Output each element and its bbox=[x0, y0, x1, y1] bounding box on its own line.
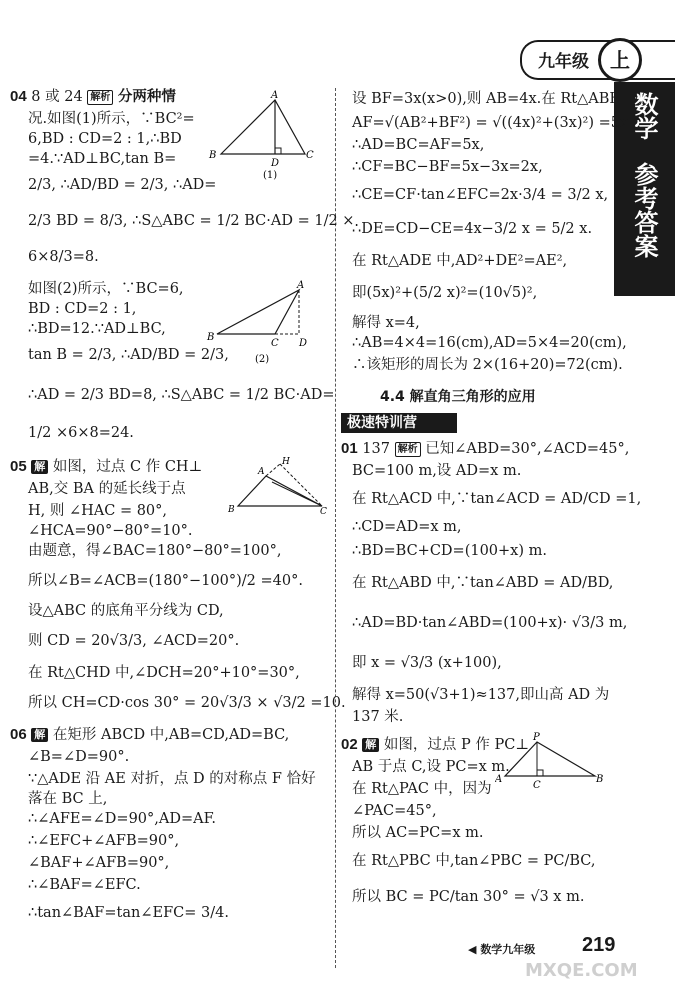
r-line: 设 BF=3x(x>0),则 AB=4x.在 Rt△ABF 中, bbox=[352, 91, 644, 107]
r-line: ∴AD=BC=AF=5x, bbox=[352, 137, 485, 153]
q04-line: ∴BD=12.∵AD⊥BC, bbox=[28, 321, 166, 337]
figure-1 bbox=[205, 88, 323, 183]
svg-text:A: A bbox=[271, 90, 279, 101]
svg-text:A: A bbox=[495, 774, 503, 785]
q02-head: 02 解 如图，过点 P 作 PC⊥ bbox=[341, 736, 529, 753]
q01-line: ∴AD=BD·tan∠ABD=(100+x)· √3/3 m, bbox=[352, 615, 628, 631]
r-line: ∴该矩形的周长为 2×(16+20)=72(cm). bbox=[352, 357, 623, 373]
q02-line: AB 于点 C,设 PC=x m. bbox=[352, 759, 510, 775]
svg-text:A: A bbox=[258, 467, 265, 477]
r-line: 在 Rt△ADE 中,AD²+DE²=AE², bbox=[352, 253, 568, 269]
q04-line: 6×8/3=8. bbox=[28, 249, 99, 265]
q06-line: ∴∠AFE=∠D=90°,AD=AF. bbox=[28, 811, 217, 827]
svg-text:B: B bbox=[209, 150, 217, 161]
q04-line: 1/2 ×6×8=24. bbox=[28, 425, 134, 441]
q05-line: 所以∠B=∠ACB=(180°−100°)/2 =40°. bbox=[28, 573, 303, 589]
q05-line: H, 则 ∠HAC = 80°, bbox=[28, 503, 168, 519]
q01-line: 在 Rt△ACD 中,∵tan∠ACD = AD/CD =1, bbox=[352, 491, 642, 507]
q02-line: 所以 AC=PC=x m. bbox=[352, 825, 484, 841]
r-line: 解得 x=4, bbox=[352, 315, 420, 331]
svg-text:D: D bbox=[299, 338, 308, 349]
footer-arrow-icon: ◀ bbox=[468, 943, 477, 956]
q05-line: ∠HCA=90°−80°=10°. bbox=[28, 523, 193, 539]
watermark: MXQE.COM bbox=[525, 960, 638, 981]
q06-line: ∴tan∠BAF=tan∠EFC= 3/4. bbox=[28, 905, 229, 921]
q02-line: 在 Rt△PAC 中，因为 bbox=[352, 781, 492, 797]
q06-line: ∴∠EFC+∠AFB=90°, bbox=[28, 833, 180, 849]
q05-line: 所以 CH=CD·cos 30° = 20√3/3 × √3/2 =10. bbox=[28, 695, 346, 711]
q06-line: ∴∠BAF=∠EFC. bbox=[28, 877, 141, 893]
svg-text:C: C bbox=[320, 507, 327, 516]
r-line: ∴CF=BC−BF=5x−3x=2x, bbox=[352, 159, 543, 175]
svg-text:B: B bbox=[596, 774, 604, 785]
r-line: ∴CE=CF·tan∠EFC=2x·3/4 = 3/2 x, bbox=[352, 187, 609, 203]
q04-line: 况.如图(1)所示，∵BC²= bbox=[28, 111, 195, 127]
grade-label: 九年级 bbox=[538, 52, 589, 72]
q01-line: ∴CD=AD=x m, bbox=[352, 519, 462, 535]
footer-label: ◀ 数学九年级 bbox=[468, 943, 536, 956]
q06-line: ∠B=∠D=90°. bbox=[28, 749, 130, 765]
q04-head: 04 8 或 24 解析 分两种情 bbox=[10, 88, 176, 105]
figure-q05 bbox=[228, 452, 328, 516]
q01-line: 解得 x=50(√3+1)≈137,即山高 AD 为 bbox=[352, 687, 610, 703]
svg-text:B: B bbox=[228, 505, 235, 515]
fig1-caption: (1) bbox=[263, 170, 278, 181]
q04-line: 2/3, ∴AD/BD = 2/3, ∴AD= bbox=[28, 177, 217, 193]
fig2-caption: (2) bbox=[255, 354, 270, 365]
q02-line: ∠PAC=45°, bbox=[352, 803, 437, 819]
q02-line: 在 Rt△PBC 中,tan∠PBC = PC/BC, bbox=[352, 853, 596, 869]
svg-text:D: D bbox=[271, 158, 280, 169]
q04-line: BD : CD=2 : 1, bbox=[28, 301, 137, 317]
q01-head: 01 137 解析 已知∠ABD=30°,∠ACD=45°, bbox=[341, 440, 630, 457]
q06-line: ∵△ADE 沿 AE 对折，点 D 的对称点 F 恰好 bbox=[28, 771, 316, 787]
q01-line: BC=100 m,设 AD=x m. bbox=[352, 463, 522, 479]
q04-line: ∴AD = 2/3 BD=8, ∴S△ABC = 1/2 BC·AD= bbox=[28, 387, 335, 403]
r-line: 即(5x)²+(5/2 x)²=(10√5)², bbox=[352, 285, 538, 301]
q04-line: tan B = 2/3, ∴AD/BD = 2/3, bbox=[28, 347, 229, 363]
q02-line: 所以 BC = PC/tan 30° = √3 x m. bbox=[352, 889, 585, 905]
side-label-subject: 数学 bbox=[630, 92, 658, 140]
figure-q02 bbox=[495, 730, 610, 792]
r-line: ∴AB=4×4=16(cm),AD=5×4=20(cm), bbox=[352, 335, 627, 351]
figure-2 bbox=[205, 278, 323, 368]
svg-text:A: A bbox=[297, 280, 305, 291]
svg-text:P: P bbox=[533, 732, 540, 743]
svg-text:C: C bbox=[306, 150, 314, 161]
q05-line: 由题意，得∠BAC=180°−80°=100°, bbox=[28, 543, 282, 559]
svg-text:H: H bbox=[282, 457, 290, 467]
q06-head: 06 解 在矩形 ABCD 中,AB=CD,AD=BC, bbox=[10, 726, 290, 743]
q05-line: 在 Rt△CHD 中,∠DCH=20°+10°=30°, bbox=[28, 665, 300, 681]
term-badge: 上 bbox=[598, 38, 642, 82]
q04-line: 6,BD : CD=2 : 1,∴BD bbox=[28, 131, 182, 147]
q04-line: =4.∵AD⊥BC,tan B= bbox=[28, 151, 177, 167]
q01-line: 即 x = √3/3 (x+100), bbox=[352, 655, 502, 671]
q05-line: AB,交 BA 的延长线于点 bbox=[28, 481, 186, 497]
r-line: AF=√(AB²+BF²) = √((4x)²+(3x)²) =5x, bbox=[352, 115, 633, 131]
q06-line: 落在 BC 上, bbox=[28, 791, 108, 807]
side-label-answers: 参考答案 bbox=[630, 162, 658, 258]
q05-line: 设△ABC 的底角平分线为 CD, bbox=[28, 603, 224, 619]
q01-line: ∴BD=BC+CD=(100+x) m. bbox=[352, 543, 547, 559]
section-banner: 极速特训营 bbox=[341, 413, 457, 433]
svg-text:B: B bbox=[207, 332, 215, 343]
q05-line: 则 CD = 20√3/3, ∠ACD=20°. bbox=[28, 633, 240, 649]
svg-text:C: C bbox=[271, 338, 279, 349]
q01-line: 137 米. bbox=[352, 709, 404, 725]
q01-line: 在 Rt△ABD 中,∵tan∠ABD = AD/BD, bbox=[352, 575, 614, 591]
section-title: 4.4 解直角三角形的应用 bbox=[380, 389, 536, 405]
q06-line: ∠BAF+∠AFB=90°, bbox=[28, 855, 170, 871]
q04-line: 2/3 BD = 8/3, ∴S△ABC = 1/2 BC·AD = 1/2 × bbox=[28, 213, 355, 229]
r-line: ∴DE=CD−CE=4x−3/2 x = 5/2 x. bbox=[352, 221, 593, 237]
q04-line: 如图(2)所示，∵BC=6, bbox=[28, 281, 184, 297]
svg-text:C: C bbox=[533, 780, 541, 791]
q05-head: 05 解 如图，过点 C 作 CH⊥ bbox=[10, 458, 203, 475]
page-number: 219 bbox=[582, 934, 616, 956]
